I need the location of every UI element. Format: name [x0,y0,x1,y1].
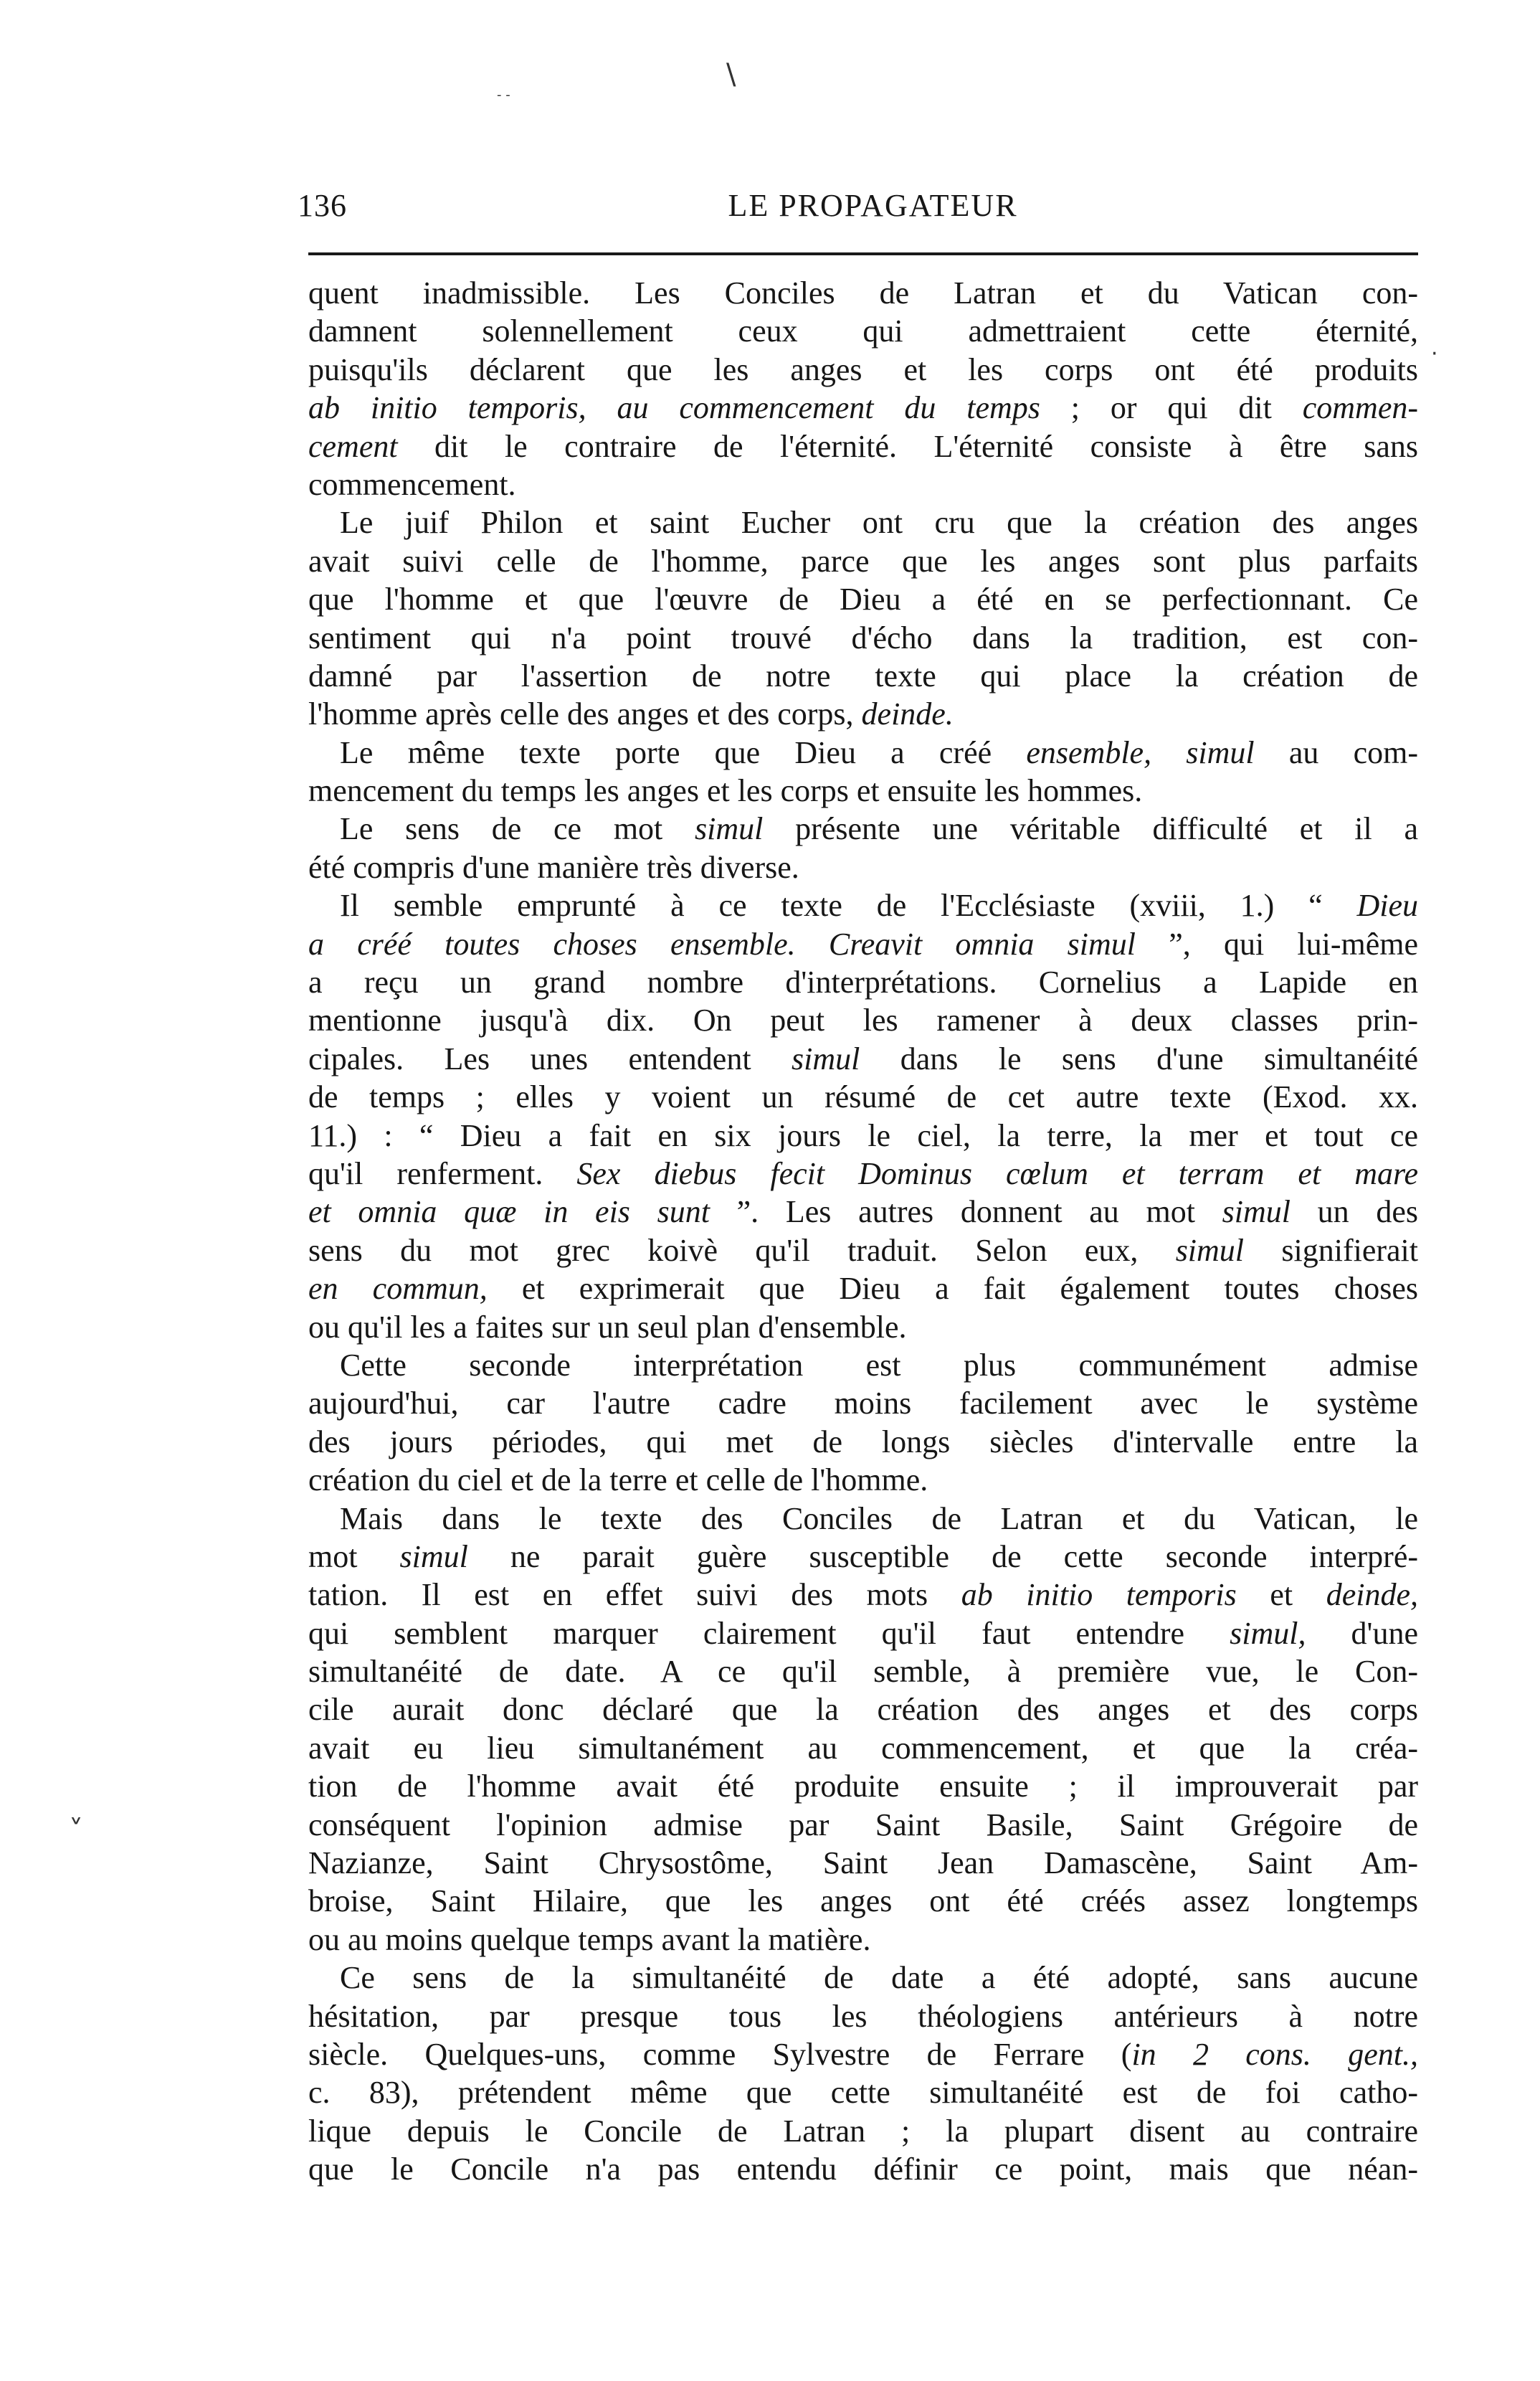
text-run: dit le contraire de l'éternité. L'éternité consiste à être sans [397,428,1418,464]
italic-text: in 2 cons. gent., [1131,2036,1418,2072]
text-line: damné par l'assertion de notre texte qui place la création de [308,658,1418,694]
italic-text: ensemble, simul [1026,734,1255,770]
text-line: ou au moins quelque temps avant la matière. [308,1921,871,1957]
text-line: simultanéité de date. A ce qu'il semble, à première vue, le Con- [308,1654,1418,1690]
text-run: sens du mot grec koivè qu'il traduit. Selon eux, [308,1232,1176,1268]
text-line [308,1538,1418,1576]
italic-text: simul [1222,1194,1291,1230]
italic-text: a créé toutes choses ensemble. Creavit omnia simul [308,926,1136,962]
text-run: et exprimerait que Dieu a fait également toutes choses [487,1271,1419,1307]
italic-text: Dieu [1356,888,1418,924]
scan-speck-mark: - - [497,87,510,103]
text-run: ne parait guère susceptible de cette seconde interpré- [467,1538,1418,1574]
text-run: au com- [1254,734,1419,770]
text-line: été compris d'une manière très diverse. [308,849,799,885]
text-line: sentiment qui n'a point trouvé d'écho dans la tradition, est con- [308,620,1418,655]
text-line: Mais dans le texte des Conciles de Latran et du Vatican, le [340,1500,1418,1536]
text-line [308,695,1418,733]
text-line: avait eu lieu simultanément au commencement, et que la créa- [308,1730,1418,1766]
italic-text: ab initio temporis, au commencement du temps [308,390,1040,426]
text-run: ”. Les autres donnent au mot [709,1194,1222,1230]
italic-text: simul, [1230,1615,1306,1651]
italic-text: deinde. [861,696,954,732]
text-run: mot [308,1538,400,1574]
text-run: ”, qui lui-même [1136,926,1418,962]
italic-text: simul [695,811,764,847]
italic-text: et omnia quæ in eis sunt [308,1194,710,1230]
text-line: que le Concile n'a pas entendu définir ce point, mais que néan- [308,2152,1418,2187]
text-run: Le sens de ce mot [340,811,695,847]
text-line: conséquent l'opinion admise par Saint Basile, Saint Grégoire de [308,1807,1418,1842]
italic-text: simul [1175,1232,1245,1268]
header-rule [308,252,1418,255]
body-text [308,274,1418,2189]
text-line [308,1193,1418,1231]
page-header [298,181,1420,231]
running-title: LE PROPAGATEUR [728,188,1018,223]
italic-text: commen- [1302,390,1418,426]
text-line: avait suivi celle de l'homme, parce que les anges sont plus parfaits [308,543,1418,579]
text-line [308,1576,1418,1614]
margin-speck-mark: · [1431,341,1438,366]
text-run: et [1236,1577,1326,1613]
text-line: tion de l'homme avait été produite ensuite ; il improuverait par [308,1769,1418,1804]
text-line: 11.) : “ Dieu a fait en six jours le ciel, la terre, la mer et tout ce [308,1117,1418,1153]
text-run: présente une véritable difficulté et il a [763,811,1418,847]
italic-text: cement [308,428,398,464]
text-line: que l'homme et que l'œuvre de Dieu a été en se perfectionnant. Ce [308,582,1418,617]
text-line: Ce sens de la simultanéité de date a été adopté, sans aucune [340,1960,1418,1996]
text-line: Le juif Philon et saint Eucher ont cru que la création des anges [340,505,1418,541]
text-run: signifierait [1244,1232,1418,1268]
italic-text: deinde, [1326,1577,1418,1613]
text-line [308,1269,1418,1307]
text-line: des jours périodes, qui met de longs siècles d'intervalle entre la [308,1424,1418,1459]
italic-text: ab initio temporis [961,1577,1237,1613]
italic-text: Sex diebus fecit Dominus cœlum et terram et mare [576,1155,1418,1191]
italic-text: en commun, [308,1271,488,1307]
text-line: de temps ; elles y voient un résumé de cet autre texte (Exod. xx. [308,1079,1418,1115]
text-line [308,2035,1418,2073]
text-line: création du ciel et de la terre et celle de l'homme. [308,1462,928,1498]
text-line: broise, Saint Hilaire, que les anges ont été créés assez longtemps [308,1883,1418,1919]
scan-speck-mark: \ [726,58,736,91]
text-line [308,1231,1418,1269]
text-run: qu'il renferment. [308,1155,577,1191]
text-run: d'une [1306,1615,1418,1651]
text-line [308,925,1418,963]
text-line [308,886,1418,924]
text-line [308,1155,1418,1193]
italic-text: simul [791,1041,860,1076]
text-line [308,389,1418,427]
text-line: lique depuis le Concile de Latran ; la plupart disent au contraire [308,2113,1418,2149]
text-line: Nazianze, Saint Chrysostôme, Saint Jean Damascène, Saint Am- [308,1845,1418,1881]
text-line [308,810,1418,848]
text-line: quent inadmissible. Les Conciles de Latran et du Vatican con- [308,275,1418,311]
text-line [308,734,1418,772]
text-line: commencement. [308,466,516,502]
text-line: c. 83), prétendent même que cette simultanéité est de foi catho- [308,2075,1418,2111]
margin-speck-mark: ˅ [69,1814,83,1847]
text-line: cile aurait donc déclaré que la création des anges et des corps [308,1692,1418,1728]
italic-text: simul [399,1538,468,1574]
text-run: l'homme après celle des anges et des corps, [308,696,862,732]
text-run: dans le sens d'une simultanéité [860,1041,1418,1076]
text-line: mencement du temps les anges et les corps et ensuite les hommes. [308,773,1143,809]
text-run: siècle. Quelques-uns, comme Sylvestre de Ferrare ( [308,2036,1132,2072]
text-line: hésitation, par presque tous les théologiens antérieurs à notre [308,1998,1418,2034]
text-line: damnent solennellement ceux qui admettraient cette éternité, [308,313,1418,349]
text-line: Cette seconde interprétation est plus communément admise [340,1347,1418,1383]
text-line: mentionne jusqu'à dix. On peut les ramener à deux classes prin- [308,1003,1418,1038]
text-run: Il semble emprunté à ce texte de l'Ecclésiaste (xviii, 1.) “ [340,888,1357,924]
text-line [308,1040,1418,1078]
text-line [308,1614,1418,1652]
text-line [308,427,1418,465]
text-run: un des [1290,1194,1418,1230]
text-line: puisqu'ils déclarent que les anges et les corps ont été produits [308,351,1418,387]
text-run: qui semblent marquer clairement qu'il faut entendre [308,1615,1230,1651]
text-run: Le même texte porte que Dieu a créé [340,734,1027,770]
page-number: 136 [298,188,347,223]
text-run: tation. Il est en effet suivi des mots [308,1577,961,1613]
text-run: ; or qui dit [1040,390,1303,426]
text-line: aujourd'hui, car l'autre cadre moins facilement avec le système [308,1386,1418,1421]
text-line: a reçu un grand nombre d'interprétations. Cornelius a Lapide en [308,965,1418,1000]
text-run: cipales. Les unes entendent [308,1041,792,1076]
text-line: ou qu'il les a faites sur un seul plan d'ensemble. [308,1309,907,1345]
